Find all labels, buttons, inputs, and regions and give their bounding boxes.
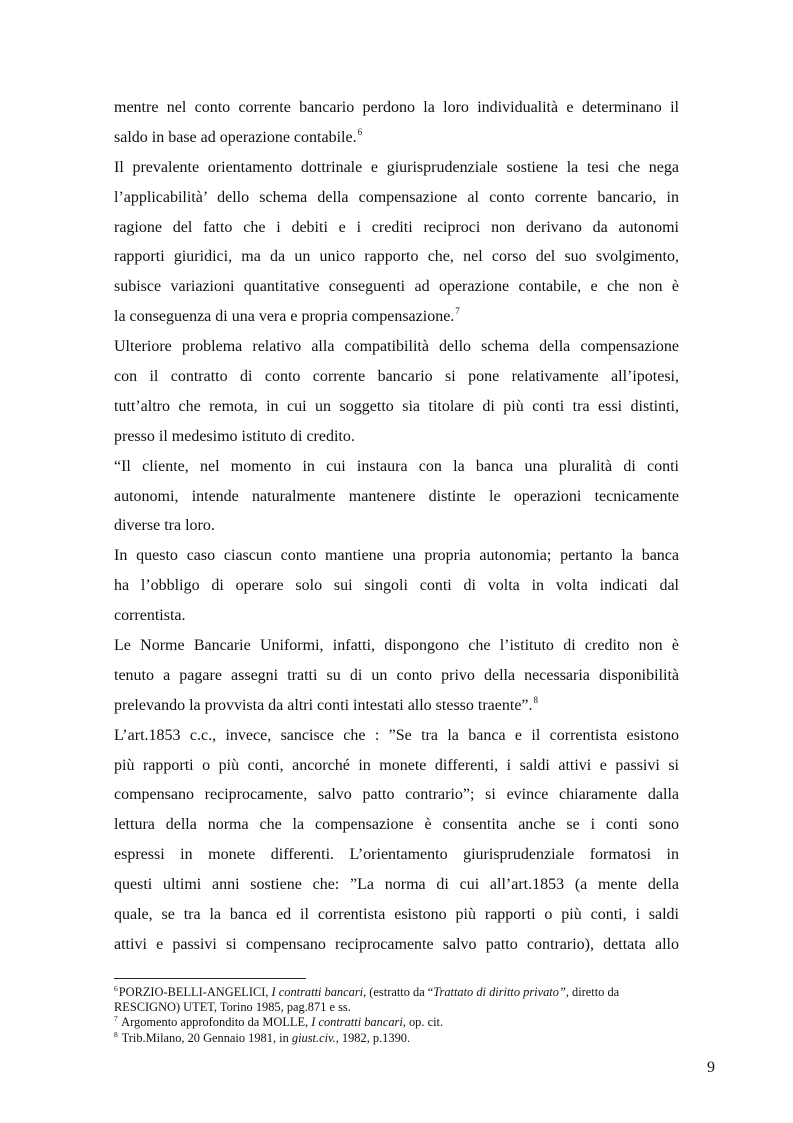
body-line <box>114 332 679 362</box>
body-line <box>114 840 679 870</box>
footnote-reference: 6 <box>357 126 363 137</box>
body-line <box>114 751 679 781</box>
body-line <box>114 930 679 960</box>
footnote-8-journal: giust.civ., <box>291 1030 339 1045</box>
body-line <box>114 571 679 601</box>
body-text <box>114 93 679 960</box>
body-line <box>114 362 679 392</box>
footnote-6-source-title: Trattato di diritto privato”, <box>433 985 569 999</box>
body-line-text: espressi in monete differenti. L’orientamento giurisprudenziale formatosi in <box>114 846 679 864</box>
page-number: 9 <box>707 1059 715 1076</box>
body-line <box>114 601 679 631</box>
body-line-text: mentre nel conto corrente bancario perdono la loro individualità e determinano il <box>114 99 679 116</box>
body-line-text: rapporti giuridici, ma da un unico rapporto che, nel corso del suo svolgimento, <box>114 248 679 266</box>
body-line-text: ha l’obbligo di operare solo sui singoli conti di volta in volta indicati dal <box>114 577 679 595</box>
body-line-text: Le Norme Bancarie Uniformi, infatti, dispongono che l’istituto di credito non è <box>114 637 679 655</box>
footnotes <box>114 985 679 1046</box>
footnote-7-number: 7 <box>114 1014 118 1024</box>
footnote-6-title: I contratti bancari, <box>271 985 367 999</box>
footnote-8 <box>114 1031 679 1046</box>
footnote-6-text: (estratto da “ <box>366 985 434 999</box>
footnote-reference: 7 <box>455 306 460 317</box>
body-line <box>114 272 679 302</box>
body-line-text: saldo in base ad operazione contabile. <box>114 128 357 146</box>
footnote-6-continued: RESCIGNO) UTET, Torino 1985, pag.871 e ss. <box>114 1000 351 1015</box>
body-line <box>114 780 679 810</box>
body-line <box>114 213 679 243</box>
footnote-6-text-end: diretto da <box>568 985 620 999</box>
body-line-text: prelevando la provvista da altri conti intestati allo stesso traente”. <box>114 696 533 714</box>
body-line <box>114 721 679 751</box>
body-line <box>114 123 679 153</box>
footnote-7-title: I contratti bancari, <box>311 1015 406 1030</box>
body-line-text: tutt’altro che remota, in cui un soggetto sia titolare di più conti tra essi distinti, <box>114 397 679 415</box>
body-line <box>114 482 679 512</box>
body-line <box>114 810 679 840</box>
footnote-7 <box>114 1015 679 1030</box>
body-line-text: tenuto a pagare assegni tratti su di un conto privo della necessaria disponibilità <box>114 666 679 684</box>
body-line-text: quale, se tra la banca ed il correntista esistono più rapporti o più conti, i saldi <box>114 906 679 924</box>
body-line-text: In questo caso ciascun conto mantiene una propria autonomia; pertanto la banca <box>114 547 679 565</box>
body-line-text: la conseguenza di una vera e propria compensazione. <box>114 308 455 326</box>
body-line-text: con il contratto di conto corrente bancario si pone relativamente all’ipotesi, <box>114 368 679 386</box>
body-line <box>114 392 679 422</box>
body-line <box>114 900 679 930</box>
body-line <box>114 153 679 183</box>
footnote-8-number: 8 <box>114 1029 118 1039</box>
body-line-text: ragione del fatto che i debiti e i crediti reciproci non derivano da autonomi <box>114 218 679 236</box>
footnote-7-text: Argomento approfondito da MOLLE, <box>118 1015 312 1030</box>
body-line <box>114 452 679 482</box>
body-line-text: Il prevalente orientamento dottrinale e giurisprudenziale sostiene la tesi che nega <box>114 158 679 176</box>
body-line <box>114 93 679 123</box>
footnote-7-text-end: op. cit. <box>405 1015 444 1030</box>
footnote-8-text-end: 1982, p.1390. <box>338 1030 411 1045</box>
body-line <box>114 183 679 213</box>
body-line-text: attivi e passivi si compensano reciprocamente salvo patto contrario), dettata allo <box>114 935 679 953</box>
body-line-text: diverse tra loro. <box>114 517 215 535</box>
body-line <box>114 870 679 900</box>
body-line <box>114 661 679 691</box>
footnote-separator <box>114 978 306 979</box>
body-line-text: più rapporti o più conti, ancorché in monete differenti, i saldi attivi e passivi si <box>114 756 679 774</box>
body-line-text: lettura della norma che la compensazione è consentita anche se i conti sono <box>114 816 679 834</box>
footnote-reference: 8 <box>533 694 539 705</box>
body-line <box>114 302 679 332</box>
body-line-text: “Il cliente, nel momento in cui instaura con la banca una pluralità di conti <box>114 457 679 475</box>
footnote-6-number: 6 <box>114 984 118 993</box>
body-line-text: Ulteriore problema relativo alla compatibilità dello schema della compensazione <box>114 338 679 356</box>
body-line <box>114 631 679 661</box>
body-line-text: L’art.1853 c.c., invece, sancisce che : ”Se tra la banca e il correntista esistono <box>114 726 679 744</box>
body-line <box>114 541 679 571</box>
footnote-6 <box>114 985 679 1000</box>
body-line-text: questi ultimi anni sostiene che: ”La norma di cui all’art.1853 (a mente della <box>114 876 679 894</box>
body-line-text: correntista. <box>114 607 186 625</box>
body-line <box>114 422 679 452</box>
body-line <box>114 691 679 721</box>
body-line-text: compensano reciprocamente, salvo patto contrario”; si evince chiaramente dalla <box>114 786 679 804</box>
body-line-text: presso il medesimo istituto di credito. <box>114 427 355 445</box>
footnote-8-text: Trib.Milano, 20 Gennaio 1981, in <box>118 1030 292 1045</box>
body-line-text: subisce variazioni quantitative conseguenti ad operazione contabile, e che non è <box>114 278 679 296</box>
body-line-text: autonomi, intende naturalmente mantenere distinte le operazioni tecnicamente <box>114 487 679 505</box>
body-line-text: l’applicabilità’ dello schema della compensazione al conto corrente bancario, in <box>114 188 679 206</box>
footnote-6-author: PORZIO-BELLI-ANGELICI, <box>118 985 272 999</box>
body-line <box>114 242 679 272</box>
body-line <box>114 511 679 541</box>
